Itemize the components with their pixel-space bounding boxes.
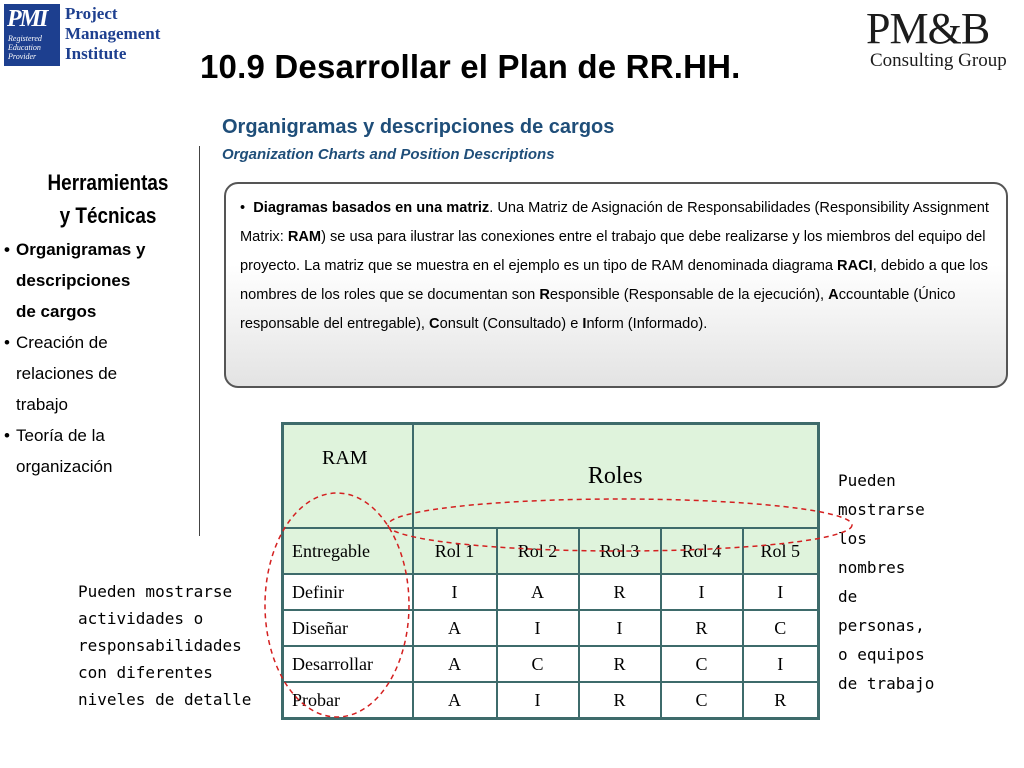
- subtitle-english: Organization Charts and Position Descriptions: [222, 146, 555, 163]
- pmi-badge: [4, 4, 60, 66]
- row-label-cell: Diseñar: [283, 610, 413, 646]
- table-cell: C: [743, 610, 819, 646]
- desc-bold: RACI: [837, 258, 873, 274]
- desc-bold: Diagramas basados en una matriz: [253, 200, 490, 216]
- role-column-header: Rol 5: [743, 528, 819, 574]
- roles-header-cell: Roles: [413, 424, 819, 529]
- note-line: actividades o: [78, 609, 204, 628]
- tools-item-line: de cargos: [16, 302, 97, 321]
- table-cell: R: [579, 682, 661, 719]
- pmi-badge-line: Education: [8, 43, 41, 52]
- note-left: [78, 578, 258, 713]
- tools-item-teoria: [4, 420, 194, 482]
- desc-bold: C: [429, 316, 440, 332]
- deliverable-header-cell: Entregable: [283, 528, 413, 574]
- note-line: responsabilidades: [78, 636, 242, 655]
- tools-heading: [34, 166, 182, 232]
- desc-text-part: . Una Matriz de Asignación de Responsabilidades (Responsibility Assignment Matrix:: [240, 200, 989, 245]
- pmi-badge-line: Registered: [8, 34, 42, 43]
- role-column-header: Rol 3: [579, 528, 661, 574]
- table-cell: A: [497, 574, 579, 610]
- raci-matrix-table: [281, 422, 820, 720]
- pmb-logo-main: PM&B: [866, 4, 990, 53]
- note-right: [838, 466, 978, 698]
- desc-text-part: nform (Informado).: [586, 316, 708, 332]
- table-cell: A: [413, 610, 497, 646]
- desc-text-part: onsult (Consultado) e: [439, 316, 583, 332]
- row-label-cell: Probar: [283, 682, 413, 719]
- table-cell: C: [661, 682, 743, 719]
- desc-text-part: ccountable (Único responsable del entregable),: [240, 287, 956, 332]
- table-cell: I: [743, 646, 819, 682]
- pmi-name-line: Project: [65, 4, 118, 23]
- desc-text-part: , debido a que los nombres de los roles que se documentan son: [240, 258, 988, 303]
- table-cell: I: [579, 610, 661, 646]
- tools-item-organigramas: [4, 234, 194, 327]
- pmi-name-line: Management: [65, 24, 161, 43]
- note-line: nombres: [838, 558, 906, 577]
- subtitle-spanish: Organigramas y descripciones de cargos: [222, 116, 615, 138]
- column-divider: [199, 146, 200, 536]
- tools-item-relaciones: [4, 327, 194, 420]
- table-subheader-row: [283, 528, 819, 574]
- role-column-header: Rol 4: [661, 528, 743, 574]
- page-title: 10.9 Desarrollar el Plan de RR.HH.: [200, 48, 741, 85]
- row-label-cell: Desarrollar: [283, 646, 413, 682]
- table-cell: R: [661, 610, 743, 646]
- tools-heading-line: Herramientas: [47, 170, 169, 195]
- tools-item-line: relaciones de: [16, 364, 118, 383]
- tools-item-line: organización: [16, 457, 113, 476]
- table-row: [283, 646, 819, 682]
- tools-heading-line: y Técnicas: [59, 203, 157, 228]
- row-label-cell: Definir: [283, 574, 413, 610]
- table-row: [283, 682, 819, 719]
- table-cell: C: [497, 646, 579, 682]
- pmi-badge-letters: PMI: [7, 6, 47, 32]
- note-line: mostrarse: [838, 500, 925, 519]
- pmi-logo: [4, 2, 161, 68]
- tools-item-line: • Organigramas y: [16, 240, 146, 259]
- bullet: •: [240, 200, 246, 216]
- tools-list: [4, 234, 194, 482]
- desc-bold: A: [828, 287, 839, 303]
- note-line: Pueden: [838, 471, 896, 490]
- note-line: niveles de detalle: [78, 690, 252, 709]
- table-cell: A: [413, 682, 497, 719]
- table-corner-cell: RAM: [283, 424, 413, 529]
- tools-item-line: descripciones: [16, 271, 131, 290]
- table-cell: C: [661, 646, 743, 682]
- table-cell: A: [413, 646, 497, 682]
- tools-item-line: • Creación de: [16, 333, 108, 352]
- table-cell: R: [579, 574, 661, 610]
- desc-bold: I: [582, 316, 587, 332]
- tools-item-line: • Teoría de la: [16, 426, 105, 445]
- pmi-name: [65, 4, 160, 64]
- description-text: [240, 194, 992, 339]
- table-cell: I: [497, 610, 579, 646]
- pmb-logo-sub: Consulting Group: [870, 50, 1007, 71]
- role-column-header: Rol 1: [413, 528, 497, 574]
- note-line: Pueden mostrarse: [78, 582, 233, 601]
- note-line: de trabajo: [838, 674, 935, 693]
- desc-bold: R: [539, 287, 550, 303]
- table-row: [283, 610, 819, 646]
- note-line: de: [838, 587, 858, 606]
- table-cell: I: [661, 574, 743, 610]
- note-line: con diferentes: [78, 663, 213, 682]
- desc-bold: RAM: [287, 229, 322, 245]
- pmi-badge-small: [8, 34, 60, 61]
- table-cell: I: [743, 574, 819, 610]
- pmb-logo: [866, 6, 1016, 72]
- note-line: los: [838, 529, 867, 548]
- note-line: personas,: [838, 616, 925, 635]
- table-cell: R: [579, 646, 661, 682]
- desc-text-part: esponsible (Responsable de la ejecución),: [549, 287, 829, 303]
- table-row: [283, 574, 819, 610]
- table-cell: I: [413, 574, 497, 610]
- table-cell: R: [743, 682, 819, 719]
- note-line: o equipos: [838, 645, 925, 664]
- pmi-name-line: Institute: [65, 44, 127, 63]
- tools-item-line: trabajo: [16, 395, 68, 414]
- table-cell: I: [497, 682, 579, 719]
- role-column-header: Rol 2: [497, 528, 579, 574]
- desc-text-part: ) se usa para ilustrar las conexiones entre el trabajo que debe realizarse y los miembros del equipo del proyecto. La matriz que se muestra en el ejemplo es un tipo de RAM denominada diagrama: [240, 229, 986, 274]
- table-header-row: [283, 424, 819, 529]
- description-box: [224, 182, 1008, 388]
- pmi-badge-line: Provider: [8, 52, 37, 61]
